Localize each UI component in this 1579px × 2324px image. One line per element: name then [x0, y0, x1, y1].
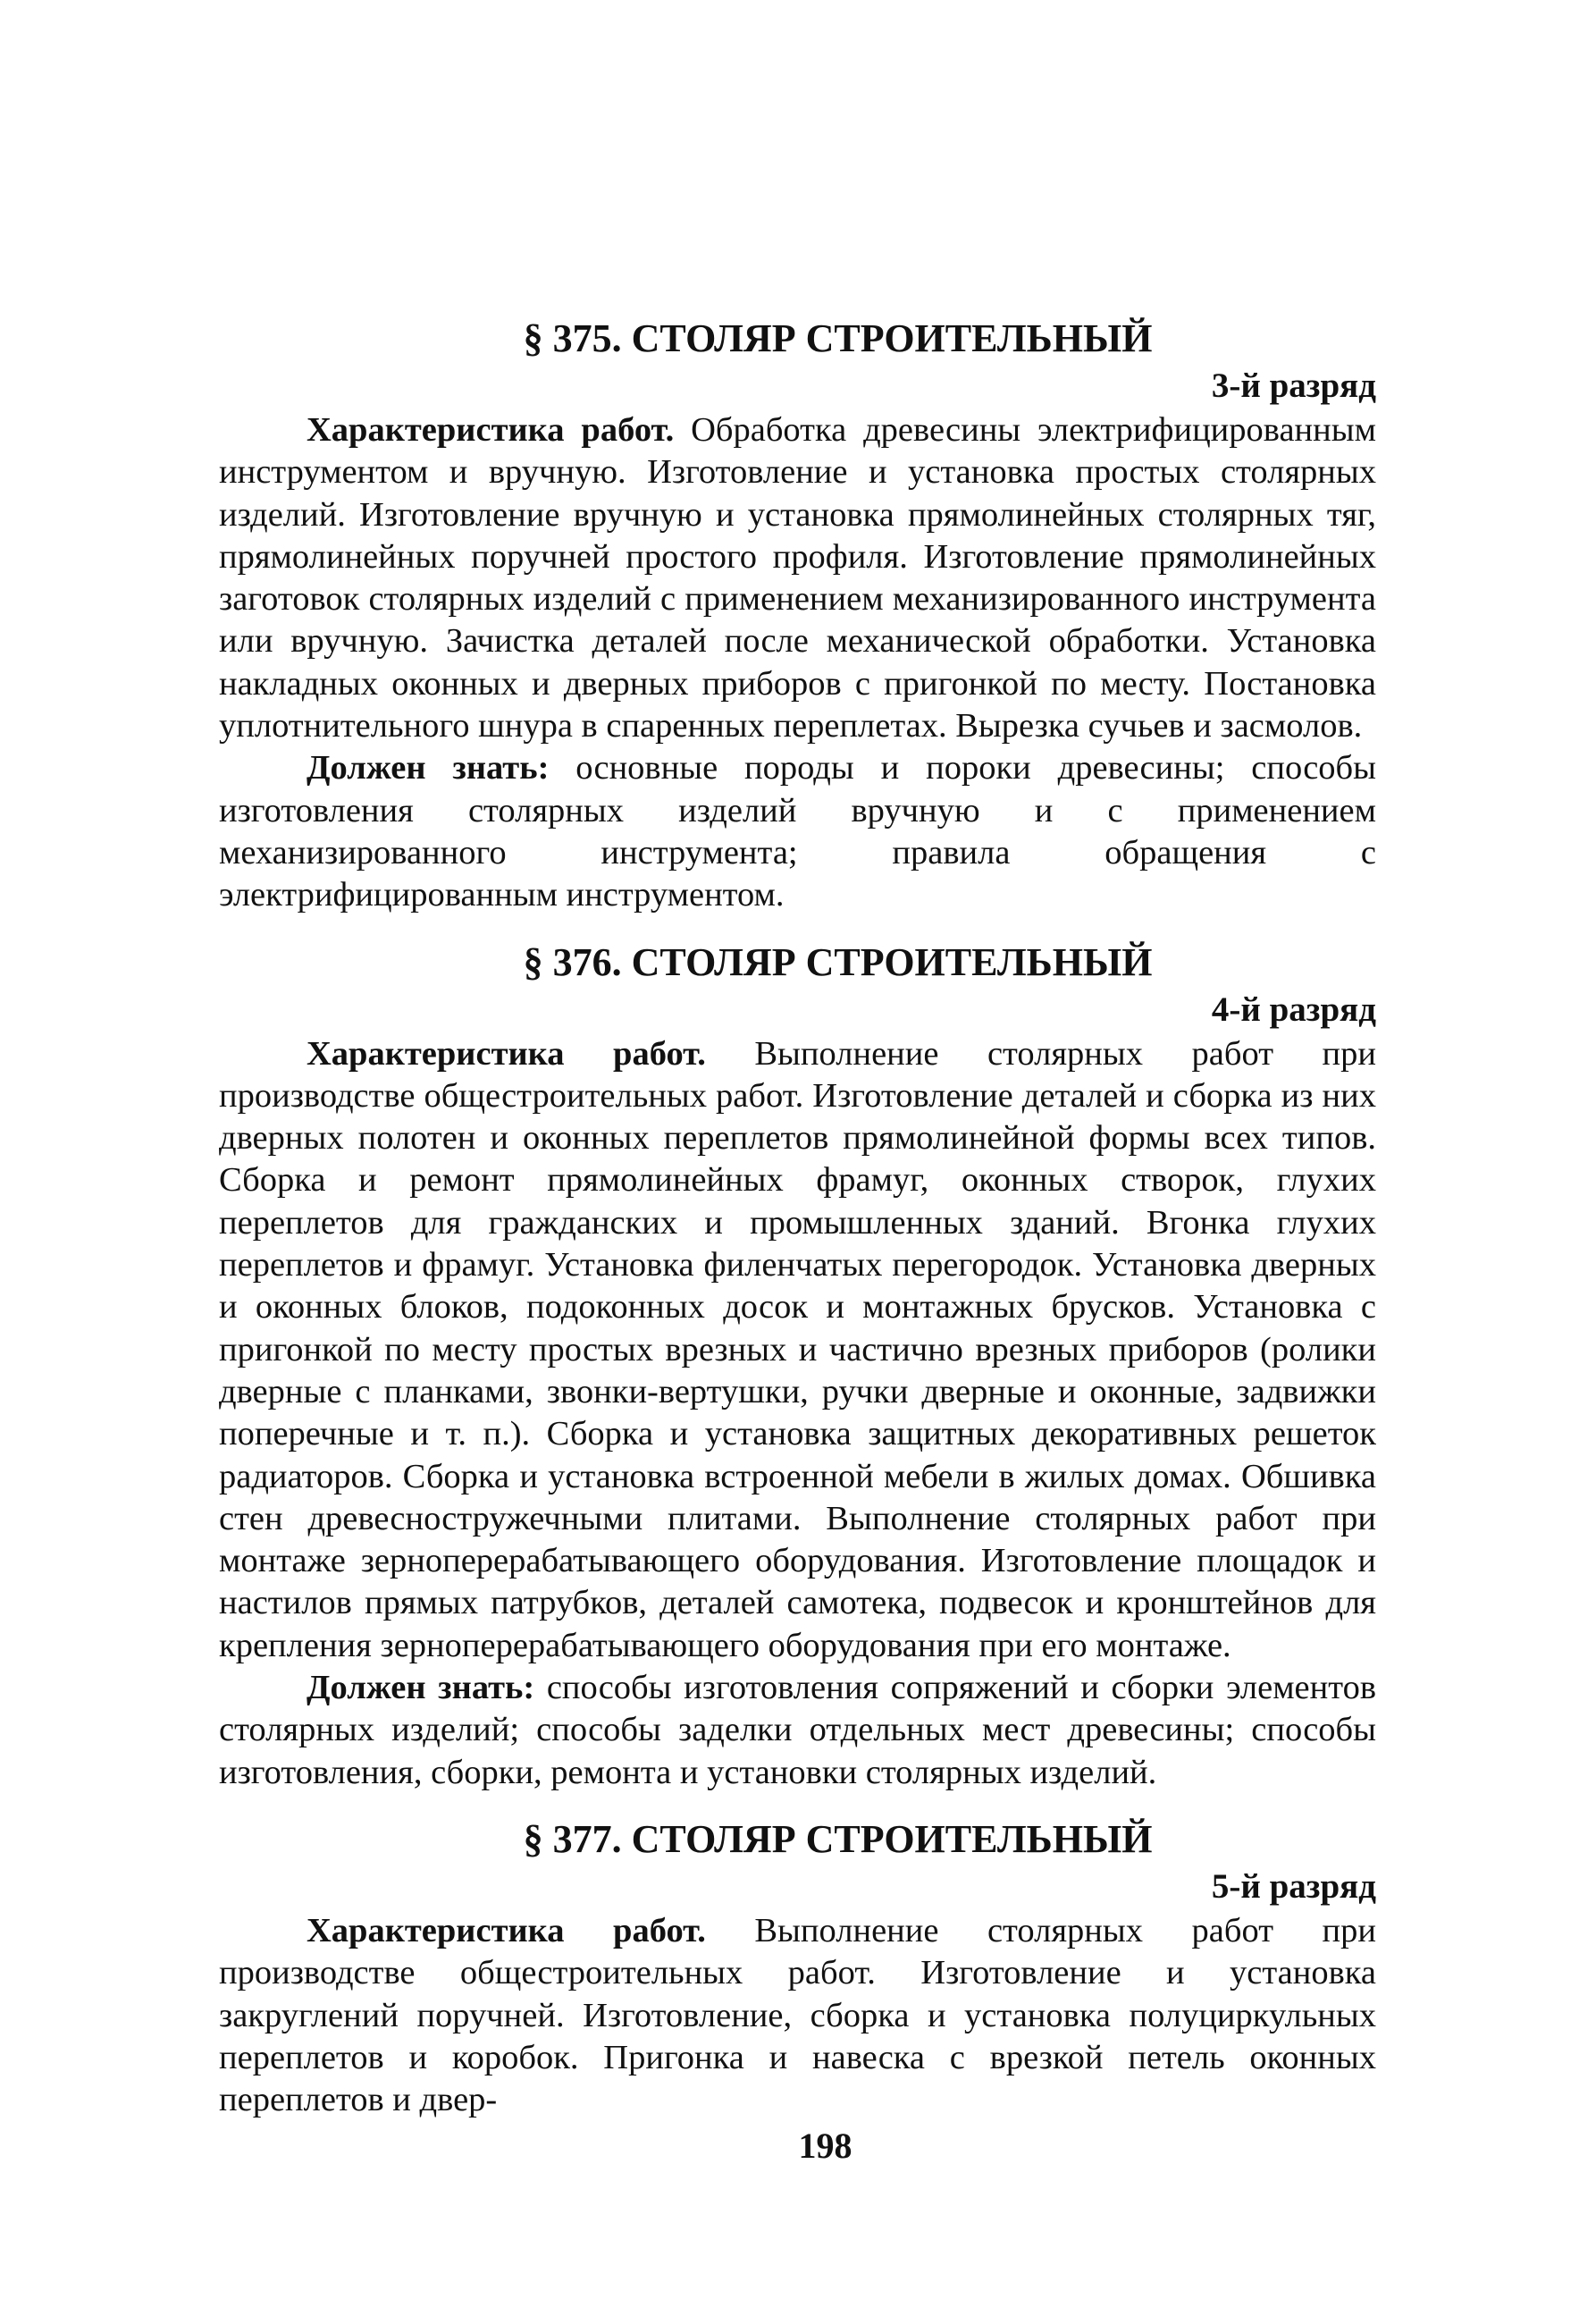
grade-label: 3-й разряд: [1211, 366, 1376, 405]
must-know-paragraph: [219, 747, 1376, 916]
work-characteristics-text: Выполнение столярных работ при производстве общестроительных работ. Изготовление деталей и сборка из них дверных полотен и оконных переплетов прямолинейной формы всех типов. Сборка и ремонт прямолинейных фрамуг, оконных створок, глухих переплетов для гражданских и промышленных зданий. Вгонка глухих переплетов и фрамуг. Установка филенчатых перегородок. Установка дверных и оконных блоков, подоконных досок и монтажных брусков. Установка с пригонкой по месту простых врезных и частично врезных приборов (ролики дверные с планками, звонки-вертушки, ручки дверные и оконные, задвижки поперечные и т. п.). Сборка и установка защитных декоративных решеток радиаторов. Сборка и установка встроенной мебели в жилых домах. Обшивка стен древесностружечными плитами. Выполнение столярных работ при монтаже зерноперерабатывающего оборудования. Изготовление площадок и настилов прямых патрубков, деталей самотека, подвесок и кронштейнов для крепления зерноперерабатывающего оборудования при его монтаже.: [219, 1034, 1376, 1664]
grade-label: 4-й разряд: [1211, 989, 1376, 1029]
work-characteristics-paragraph: [219, 409, 1376, 747]
section-title: § 377. СТОЛЯР СТРОИТЕЛЬНЫЙ: [523, 1816, 1153, 1861]
work-characteristics-paragraph: [219, 1910, 1376, 2121]
work-characteristics-text: Обработка древесины электрифицированным инструментом и вручную. Изготовление и установка простых столярных изделий. Изготовление вручную и установка прямолинейных столярных тяг, прямолинейных поручней простого профиля. Изготовление прямолинейных заготовок столярных изделий с применением механизированного инструмента или вручную. Зачистка деталей после механической обработки. Установка накладных оконных и дверных приборов с пригонкой по месту. Постановка уплотнительного шнура в спаренных переплетах. Вырезка сучьев и засмолов.: [219, 411, 1376, 745]
must-know-text: основные породы и пороки древесины; способы изготовления столярных изделий вручную и с применением механизированного инструмента; правила обращения с электрифицированным инструментом.: [219, 749, 1376, 914]
document-page: [219, 313, 1376, 2121]
must-know-paragraph: [219, 1667, 1376, 1794]
work-characteristics-label: Характеристика работ.: [307, 1911, 706, 1949]
work-characteristics-paragraph: [219, 1033, 1376, 1667]
work-characteristics-text: Выполнение столярных работ при производстве общестроительных работ. Изготовление и установка закруглений поручней. Изготовление, сборка и установка полуциркульных переплетов и коробок. Пригонка и навеска с врезкой петель оконных переплетов и двер-: [219, 1911, 1376, 2119]
section-376: [219, 937, 1376, 1794]
grade-label: 5-й разряд: [1211, 1866, 1376, 1906]
work-characteristics-label: Характеристика работ.: [307, 1034, 706, 1073]
must-know-text: способы изготовления сопряжений и сборки элементов столярных изделий; способы заделки отдельных мест древесины; способы изготовления, сборки, ремонта и установки столярных изделий.: [219, 1669, 1376, 1791]
section-title: § 375. СТОЛЯР СТРОИТЕЛЬНЫЙ: [523, 316, 1153, 360]
section-title: § 376. СТОЛЯР СТРОИТЕЛЬНЫЙ: [523, 939, 1153, 984]
page-number: 198: [798, 2126, 852, 2166]
work-characteristics-label: Характеристика работ.: [307, 411, 675, 449]
section-375: [219, 313, 1376, 917]
must-know-label: Должен знать:: [307, 1669, 535, 1707]
section-377: [219, 1814, 1376, 2121]
must-know-label: Должен знать:: [307, 749, 550, 787]
